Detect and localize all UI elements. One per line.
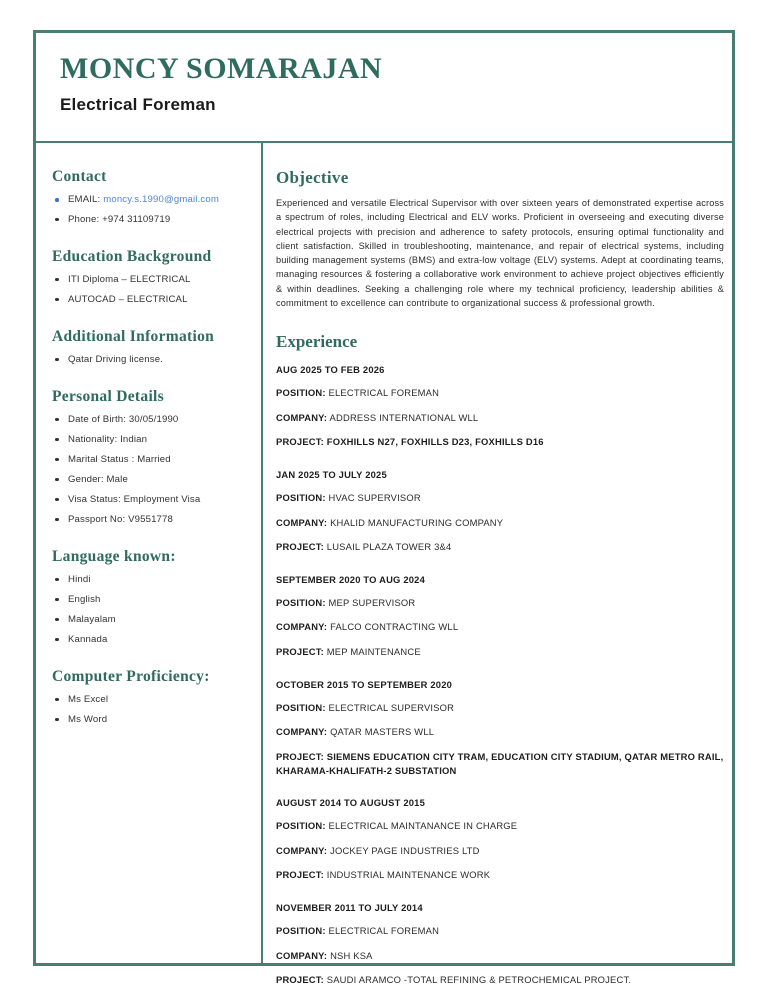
list-item: Date of Birth: 30/05/1990 (52, 414, 252, 426)
company-label: COMPANY: (276, 621, 328, 633)
job-project (276, 750, 724, 777)
list-item: ITI Diploma – ELECTRICAL (52, 274, 252, 286)
project-label: PROJECT: (276, 750, 324, 762)
contact-email-label: EMAIL: (68, 194, 101, 205)
position-label: POSITION: (276, 925, 326, 936)
page-border-top (33, 30, 735, 33)
job-position (276, 819, 724, 833)
job-company (276, 516, 724, 530)
position-value: ELECTRICAL SUPERVISOR (328, 701, 455, 713)
job-position (276, 701, 724, 715)
objective-text: Experienced and versatile Electrical Supervisor with over sixteen years of demonstrated expertise across a spectrum of roles, including Electrical and ELV works. Proficient in overseeing and executing diverse electrical projects with precision and adherence to safety protocols, ensuring optimal functionality and client satisfaction. Skilled in troubleshooting, maintenance, and repair of electrical systems, including building management systems (BMS) and extra-low voltage (ELV) systems. Adept at coordinating teams, managing resources & fostering a collaborative work environment to achieve project objectives efficiently & within deadlines. Seeking a challenging role where my technical proficiency, leadership abilities & commitment to excellence can contribute to organizational success & professional growth. (276, 198, 724, 308)
position-label: POSITION: (276, 701, 326, 713)
project-label: PROJECT: (276, 869, 324, 881)
experience-entry (276, 902, 724, 987)
job-company (276, 949, 724, 963)
job-dates: AUGUST 2014 TO AUGUST 2015 (276, 797, 425, 809)
candidate-role: Electrical Foreman (60, 95, 216, 114)
project-value: SIEMENS EDUCATION CITY TRAM, EDUCATION CITY STADIUM, QATAR METRO RAIL, KHARAMA-KHALIFATH-2 SUBSTATION (276, 750, 724, 776)
job-position (276, 924, 724, 938)
company-label: COMPANY: (276, 949, 328, 961)
list-item (52, 214, 252, 226)
experience-entry (276, 574, 724, 659)
job-dates: SEPTEMBER 2020 TO AUG 2024 (276, 573, 426, 585)
project-value: SAUDI ARAMCO -TOTAL REFINING & PETROCHEMICAL PROJECT. (326, 974, 632, 986)
column-divider (261, 143, 263, 963)
job-company (276, 725, 724, 739)
experience-entry (276, 679, 724, 778)
experience-entry (276, 364, 724, 449)
contact-phone-label: Phone: +974 31109719 (68, 213, 171, 225)
project-label: PROJECT: (276, 436, 324, 448)
project-label: PROJECT: (276, 541, 324, 553)
additional-list (52, 354, 252, 366)
job-position (276, 386, 724, 400)
job-dates: NOVEMBER 2011 TO JULY 2014 (276, 902, 423, 913)
company-value: KHALID MANUFACTURING COMPANY (330, 516, 504, 528)
experience-section-title: Experience (276, 332, 358, 351)
position-label: POSITION: (276, 491, 326, 503)
candidate-name: MONCY SOMARAJAN (60, 52, 383, 85)
computer-section-title: Computer Proficiency: (52, 667, 210, 685)
list-item: Hindi (52, 574, 252, 586)
languages-list (52, 574, 252, 646)
main-column (276, 168, 724, 1007)
company-value: JOCKEY PAGE INDUSTRIES LTD (330, 844, 480, 856)
company-value: FALCO CONTRACTING WLL (330, 621, 459, 633)
list-item: Passport No: V9551778 (52, 514, 252, 526)
project-label: PROJECT: (276, 646, 324, 657)
job-project (276, 435, 724, 449)
list-item: Visa Status: Employment Visa (52, 494, 252, 506)
page-border-left (33, 30, 36, 966)
job-position (276, 596, 724, 610)
position-value: HVAC SUPERVISOR (328, 491, 421, 503)
list-item: Qatar Driving license. (52, 354, 252, 366)
list-item: AUTOCAD – ELECTRICAL (52, 294, 252, 306)
company-label: COMPANY: (276, 516, 328, 528)
experience-entry (276, 469, 724, 554)
position-value: MEP SUPERVISOR (328, 596, 416, 608)
position-label: POSITION: (276, 387, 326, 398)
header-divider (36, 141, 732, 143)
job-dates: JAN 2025 TO JULY 2025 (276, 468, 387, 480)
job-company (276, 411, 724, 425)
position-value: ELECTRICAL FOREMAN (328, 387, 440, 398)
job-project (276, 973, 724, 987)
job-company (276, 620, 724, 634)
job-dates: AUG 2025 TO FEB 2026 (276, 364, 385, 375)
list-item (52, 194, 252, 206)
position-value: ELECTRICAL FOREMAN (328, 925, 440, 936)
education-list (52, 274, 252, 306)
job-project (276, 868, 724, 882)
objective-section-title: Objective (276, 168, 349, 187)
resume-header (60, 52, 720, 115)
list-item: Ms Excel (52, 694, 252, 706)
job-position (276, 491, 724, 505)
additional-section-title: Additional Information (52, 327, 215, 345)
list-item: Nationality: Indian (52, 434, 252, 446)
list-item: Malayalam (52, 614, 252, 626)
page-border-right (732, 30, 735, 966)
company-value: QATAR MASTERS WLL (330, 726, 435, 738)
position-label: POSITION: (276, 820, 326, 832)
job-company (276, 844, 724, 858)
contact-email-value[interactable]: moncy.s.1990@gmail.com (103, 194, 219, 205)
company-label: COMPANY: (276, 844, 328, 856)
list-item: Ms Word (52, 714, 252, 726)
company-label: COMPANY: (276, 726, 328, 738)
job-project (276, 540, 724, 554)
contact-section-title: Contact (52, 168, 107, 185)
project-value: INDUSTRIAL MAINTENANCE WORK (326, 869, 491, 881)
project-label: PROJECT: (276, 974, 324, 986)
languages-section-title: Language known: (52, 547, 176, 565)
position-label: POSITION: (276, 596, 326, 608)
project-value: MEP MAINTENANCE (326, 646, 421, 657)
computer-list (52, 694, 252, 726)
list-item: Marital Status : Married (52, 454, 252, 466)
personal-section-title: Personal Details (52, 387, 164, 405)
project-value: LUSAIL PLAZA TOWER 3&4 (326, 541, 452, 553)
contact-list (52, 194, 252, 226)
experience-entry (276, 797, 724, 882)
company-value: NSH KSA (330, 949, 373, 961)
project-value: FOXHILLS N27, FOXHILLS D23, FOXHILLS D16 (326, 436, 544, 448)
personal-list (52, 414, 252, 526)
list-item: Kannada (52, 634, 252, 646)
list-item: Gender: Male (52, 474, 252, 486)
education-section-title: Education Background (52, 247, 212, 265)
company-label: COMPANY: (276, 411, 328, 423)
list-item: English (52, 594, 252, 606)
sidebar-column (52, 168, 252, 734)
job-project (276, 645, 724, 659)
company-value: ADDRESS INTERNATIONAL WLL (329, 411, 479, 423)
job-dates: OCTOBER 2015 TO SEPTEMBER 2020 (276, 678, 453, 690)
position-value: ELECTRICAL MAINTANANCE IN CHARGE (328, 820, 518, 832)
